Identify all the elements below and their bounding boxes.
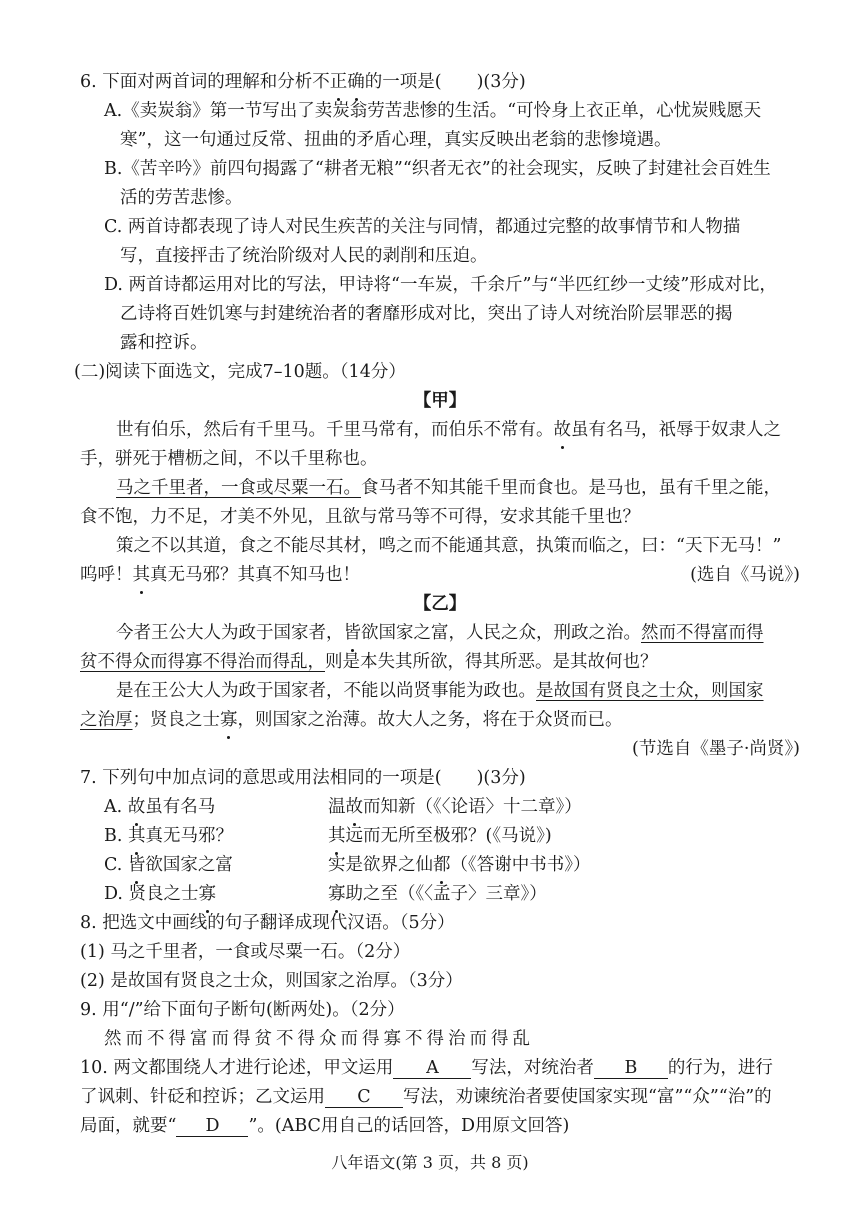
option-text: （《答谢中书书》） [450, 855, 591, 875]
q7-option-left [80, 851, 328, 880]
yi-p1-line1: 今者王公大人为政于国家者，皆欲国家之富，人民之众，刑政之治。然而不得富而得 [80, 619, 800, 648]
q10-line1: 10. 两文都围绕人才进行论述，甲文运用 A 写法，对统治者 B 的行为，进行 [80, 1058, 773, 1078]
q8-sub1: (1) 马之千里者，一食或尽粟一石。（2分） [80, 942, 411, 962]
option-text: 助之至（《〈孟子〉三章》） [345, 884, 547, 904]
emphasis-dot-char: 皆 [128, 851, 146, 880]
emphasis-dot-char: 故 [346, 793, 364, 822]
q6-option-a-cont: 寒”，这一句通过反常、扭曲的矛盾心理，真实反映出老翁的悲惨境遇。 [120, 130, 672, 150]
jia-p2-line1: 马之千里者，一食或尽粟一石。食马者不知其能千里而食也。是马也，虽有千里之能， [116, 478, 781, 498]
answer-blank-b[interactable]: B [594, 1058, 668, 1079]
section2-heading: (二)阅读下面选文，完成7–10题。（14分） [74, 362, 406, 382]
yi-p1-line2: 贫不得众而得寡不得治而得乱，则是本失其所欲，得其所恶。是其故何也？ [80, 652, 658, 672]
emphasis-dot-char: 都 [433, 851, 451, 880]
q7-option-right [328, 851, 591, 880]
emphasis-dot-char: 寡 [328, 880, 346, 909]
emphasis-dot-char: 故 [554, 416, 572, 445]
q6-stem: 6. 下面对两首词的理解和分析不正确的一项是( )(3分) [80, 68, 800, 97]
emphasis-dot-char: 正 [330, 68, 348, 97]
underlined-sentence: 之治厚 [80, 710, 133, 730]
q6-option-d-cont: 乙诗将百姓饥寒与封建统治者的奢靡形成对比，突出了诗人对统治阶层罪恶的揭 [120, 304, 733, 324]
emphasis-dot-char: 其 [128, 822, 146, 851]
q6-option-a: A.《卖炭翁》第一节写出了卖炭翁劳苦悲惨的生活。“可怜身上衣正单，心忧炭贱愿天 [104, 101, 762, 121]
option-text: 而知新（《〈论语〉十二章》） [363, 797, 582, 817]
yi-p2-line1: 是在王公大人为政于国家者，不能以尚贤事能为政也。是故国有贤良之士众，则国家 [116, 681, 764, 701]
exam-page [74, 68, 800, 1141]
q8-sub2: (2) 是故国有贤良之士众，则国家之治厚。（3分） [80, 971, 463, 991]
jia-p2-line2: 食不饱，力不足，才美不外见，且欲与常马等不可得，安求其能千里也？ [80, 507, 640, 527]
q7-options [80, 793, 800, 909]
emphasis-dot-char: 其 [328, 822, 346, 851]
q9-sentence: 然而不得富而得贫不得众而得寡不得治而得乱 [104, 1029, 534, 1049]
option-text: 真无马邪？ [145, 826, 233, 846]
option-text: C. [104, 855, 128, 875]
q7-option-row [80, 822, 800, 851]
passage-jia-title: 【甲】 [413, 391, 467, 411]
option-text: 实是欲界之仙 [328, 855, 433, 875]
q7-option-row [80, 851, 800, 880]
emphasis-dot-char: 故 [128, 793, 146, 822]
q6-option-d-cont2: 露和控诉。 [120, 333, 208, 353]
q7-option-right [328, 880, 547, 909]
q7-option-right [328, 793, 582, 822]
jia-source: (选自《马说》) [690, 565, 800, 585]
option-text: B. [104, 826, 128, 846]
answer-blank-d[interactable]: D [176, 1116, 248, 1137]
option-text: 温 [328, 797, 346, 817]
q7-option-right [328, 822, 552, 851]
option-text: D. 贤良之士 [104, 884, 199, 904]
underlined-sentence: 然而不得富而得 [641, 623, 764, 643]
q6-option-b-cont: 活的劳苦悲惨。 [120, 188, 243, 208]
q7-option-left [80, 793, 328, 822]
option-text: 虽有名马 [145, 797, 216, 817]
page-footer: 八年语文(第 3 页，共 8 页) [331, 1153, 529, 1172]
option-text: 远而无所至极邪？(《马说》) [345, 826, 552, 846]
q9-stem: 9. 用“/”给下面句子断句(断两处)。（2分） [80, 1000, 405, 1020]
emphasis-dot-char: 其 [133, 561, 151, 590]
jia-p3-line2: 呜呼！其真无马邪？其真不知马也！ (选自《马说》) [80, 561, 800, 590]
jia-p1-line1: 世有伯乐，然后有千里马。千里马常有，而伯乐不常有。故虽有名马，祇辱于奴隶人之 [80, 416, 800, 445]
passage-yi-title: 【乙】 [413, 594, 467, 614]
underlined-sentence: 是故国有贤良之士众，则国家 [536, 681, 764, 701]
emphasis-dot-char: 寡 [220, 706, 238, 735]
q7-option-row [80, 793, 800, 822]
q7-stem: 7. 下列句中加点词的意思或用法相同的一项是( )(3分) [80, 768, 526, 788]
q6-option-d: D. 两首诗都运用对比的写法，甲诗将“一车炭，千余斤”与“半匹红纱一丈绫”形成对比， [104, 275, 777, 295]
jia-p1-line2: 手，骈死于槽枥之间，不以千里称也。 [80, 449, 378, 469]
q7-option-left [80, 822, 328, 851]
q6-option-c-cont: 写，直接抨击了统治阶级对人民的剥削和压迫。 [120, 246, 488, 266]
q7-option-left [80, 880, 328, 909]
jia-p3-line1: 策之不以其道，食之不能尽其材，鸣之而不能通其意，执策而临之，曰：“天下无马！” [116, 536, 782, 556]
q6-option-c: C. 两首诗都表现了诗人对民生疾苦的关注与同情，都通过完整的故事情节和人物描 [104, 217, 741, 237]
yi-source: (节选自《墨子·尚贤》) [632, 739, 800, 759]
emphasis-dot-char: 皆 [344, 619, 362, 648]
q7-option-row [80, 880, 800, 909]
q6-option-b: B.《苦辛吟》前四句揭露了“耕者无粮”“织者无衣”的社会现实，反映了封建社会百姓生 [104, 159, 771, 179]
q10-line3: 局面，就要“ D ”。(ABC用自己的话回答，D用原文回答) [80, 1116, 570, 1136]
q8-stem: 8. 把选文中画线的句子翻译成现代汉语。（5分） [80, 913, 455, 933]
yi-p2-line2: 之治厚；贤良之士寡，则国家之治薄。故大人之务，将在于众贤而已。 [80, 706, 800, 735]
underlined-sentence: 贫不得众而得寡不得治而得乱， [80, 652, 325, 672]
answer-blank-c[interactable]: C [325, 1087, 403, 1108]
emphasis-dot-char: 确 [347, 68, 365, 97]
emphasis-dot-char: 寡 [199, 880, 217, 909]
option-text: 欲国家之富 [145, 855, 233, 875]
option-text: A. [104, 797, 128, 817]
q10-line2: 了讽刺、针砭和控诉；乙文运用 C 写法，劝谏统治者要使国家实现“富”“众”“治”的 [80, 1087, 772, 1107]
underlined-sentence: 马之千里者，一食或尽粟一石。 [116, 478, 361, 498]
answer-blank-a[interactable]: A [393, 1058, 471, 1079]
